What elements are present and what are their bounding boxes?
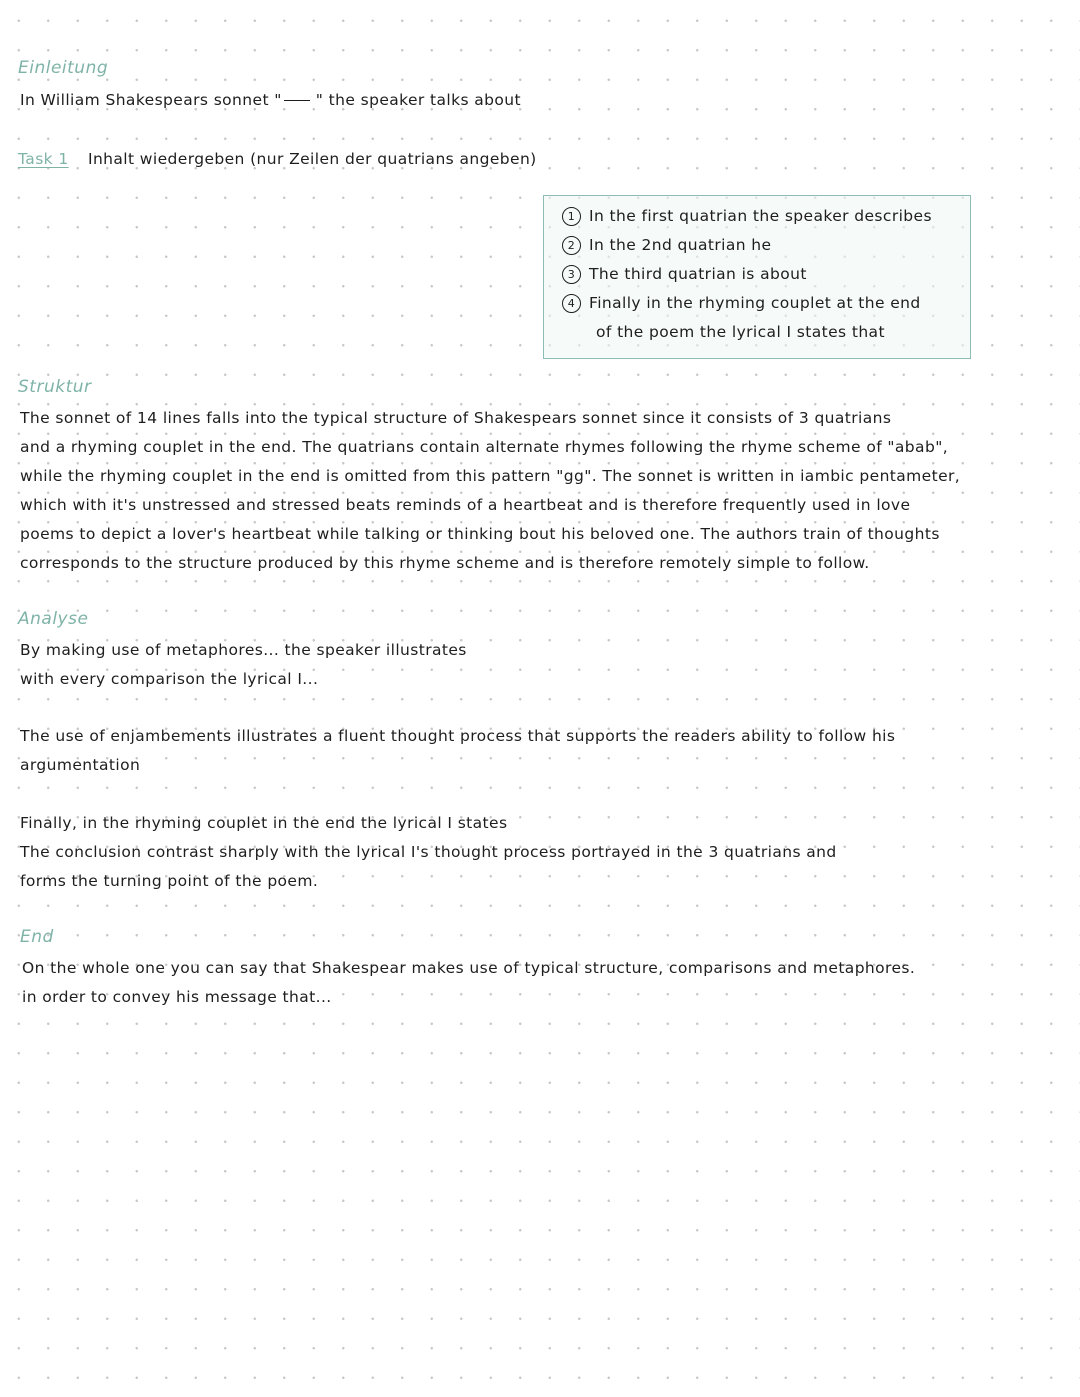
analyse-para3-line-3: forms the turning point of the poem. xyxy=(20,872,319,890)
struktur-line-1: The sonnet of 14 lines falls into the typical structure of Shakespears sonnet since it consists of 3 quatrians xyxy=(20,409,892,427)
number-circle-1: 1 xyxy=(562,207,581,226)
analyse-line-2: with every comparison the lyrical I... xyxy=(20,670,319,688)
analyse-line-1: By making use of metaphores... the speaker illustrates xyxy=(20,641,467,659)
end-line-2: in order to convey his message that... xyxy=(22,988,332,1006)
heading-end: End xyxy=(20,927,54,947)
task-line xyxy=(18,145,537,174)
einleitung-text-part1: In William Shakespears sonnet " xyxy=(20,91,282,109)
number-circle-3: 3 xyxy=(562,265,581,284)
title-blank xyxy=(284,100,310,101)
summary-item-4 xyxy=(562,289,921,318)
summary-item-1 xyxy=(562,202,932,231)
struktur-line-3: while the rhyming couplet in the end is omitted from this pattern "gg". The sonnet is written in iambic pentameter, xyxy=(20,467,961,485)
summary-item-2 xyxy=(562,231,771,260)
summary-item-text: In the 2nd quatrian he xyxy=(589,236,772,254)
einleitung-text-part2: " the speaker talks about xyxy=(315,91,521,109)
summary-item-text: Finally in the rhyming couplet at the end xyxy=(589,294,921,312)
number-circle-2: 2 xyxy=(562,236,581,255)
heading-einleitung: Einleitung xyxy=(18,58,109,78)
struktur-line-5: poems to depict a lover's heartbeat while talking or thinking bout his beloved one. The authors train of thoughts xyxy=(20,525,940,543)
summary-item-text: In the first quatrian the speaker describes xyxy=(589,207,932,225)
summary-item-5 xyxy=(596,318,885,347)
analyse-para3-line-1: Finally, in the rhyming couplet in the end the lyrical I states xyxy=(20,814,508,832)
summary-item-text: The third quatrian is about xyxy=(589,265,807,283)
struktur-line-2: and a rhyming couplet in the end. The quatrians contain alternate rhymes following the rhyme scheme of "abab", xyxy=(20,438,949,456)
task-text: Inhalt wiedergeben (nur Zeilen der quatrians angeben) xyxy=(87,150,537,168)
summary-box xyxy=(543,195,971,359)
analyse-para2-line-1: The use of enjambements illustrates a fluent thought process that supports the readers ability to follow his xyxy=(20,727,896,745)
analyse-para2-line-2: argumentation xyxy=(20,756,141,774)
einleitung-line xyxy=(20,86,521,115)
summary-item-3 xyxy=(562,260,807,289)
number-circle-4: 4 xyxy=(562,294,581,313)
task-label: Task 1 xyxy=(18,150,69,168)
summary-item-text: of the poem the lyrical I states that xyxy=(596,323,885,341)
struktur-line-6: corresponds to the structure produced by this rhyme scheme and is therefore remotely simple to follow. xyxy=(20,554,870,572)
heading-analyse: Analyse xyxy=(18,609,89,629)
analyse-para3-line-2: The conclusion contrast sharply with the lyrical I's thought process portrayed in the 3 quatrians and xyxy=(20,843,837,861)
heading-struktur: Struktur xyxy=(18,377,92,397)
end-line-1: On the whole one you can say that Shakespear makes use of typical structure, comparisons and metaphores. xyxy=(22,959,916,977)
struktur-line-4: which with it's unstressed and stressed beats reminds of a heartbeat and is therefore frequently used in love xyxy=(20,496,911,514)
